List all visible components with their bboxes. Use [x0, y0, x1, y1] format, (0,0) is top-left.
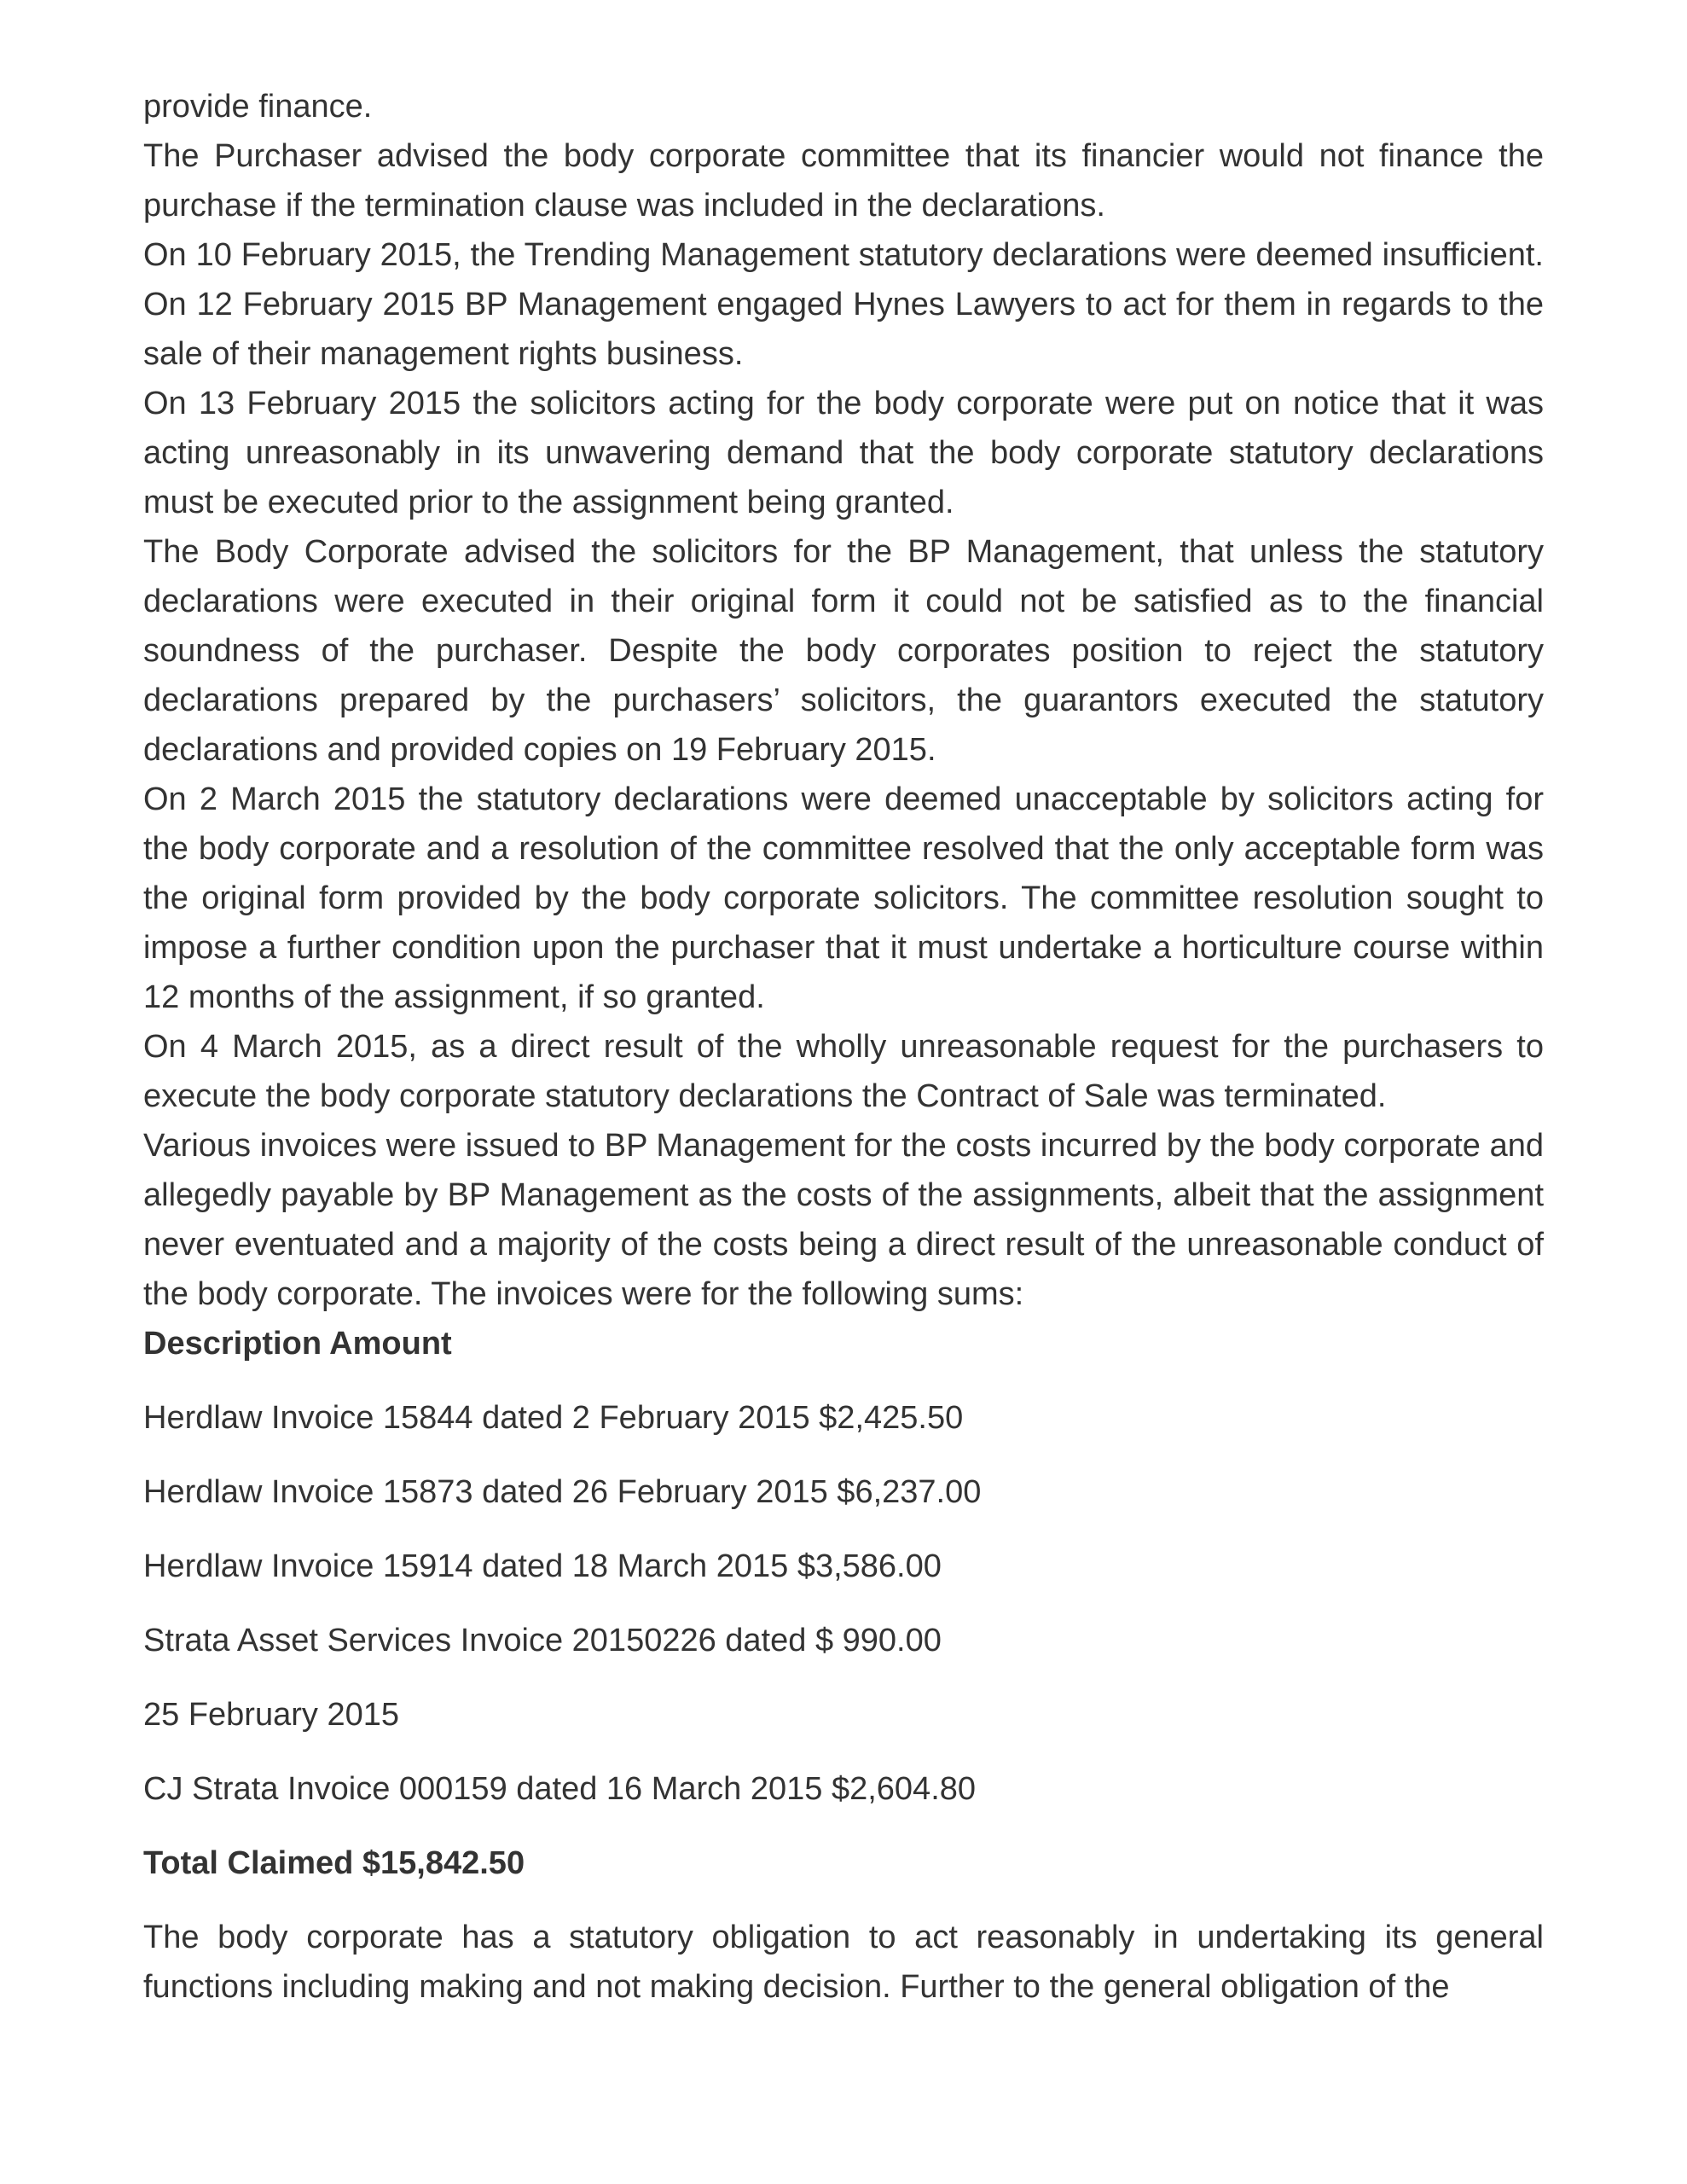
- paragraph-statutory-obligation: The body corporate has a statutory obligation to act reasonably in undertaking its general functions including making and not making decision. Further to the general obligation of the: [143, 1920, 1544, 2005]
- invoice-line: CJ Strata Invoice 000159 dated 16 March 2015 $2,604.80: [143, 1771, 977, 1807]
- paragraph-various-invoices: Various invoices were issued to BP Management for the costs incurred by the body corporate and allegedly payable by BP Management as the costs of the assignments, albeit that the assignment never eventuated and a majority of the costs being a direct result of the unreasonable conduct of the body corporate. The invoices were for the following sums:: [143, 1128, 1544, 1312]
- paragraph-2-march: On 2 March 2015 the statutory declarations were deemed unacceptable by solicitors acting for the body corporate and a resolution of the committee resolved that the only acceptable form was the original form provided by the body corporate solicitors. The committee resolution sought to impose a further condition upon the purchaser that it must undertake a horticulture course within 12 months of the assignment, if so granted.: [143, 781, 1544, 1015]
- invoice-line: Herdlaw Invoice 15873 dated 26 February 2015 $6,237.00: [143, 1474, 982, 1510]
- paragraph-13-february: On 13 February 2015 the solicitors acting for the body corporate were put on notice that it was acting unreasonably in its unwavering demand that the body corporate statutory declarations must be executed prior to the assignment being granted.: [143, 386, 1544, 520]
- document-page: [143, 82, 1544, 2012]
- paragraph-body-corporate-advised: The Body Corporate advised the solicitors for the BP Management, that unless the statutory declarations were executed in their original form it could not be satisfied as to the financial soundness of the purchaser. Despite the body corporates position to reject the statutory declarations prepared by the purchasers’ solicitors, the guarantors executed the statutory declarations and provided copies on 19 February 2015.: [143, 534, 1544, 768]
- invoice-list: [143, 1393, 1544, 1814]
- invoice-table-heading: Description Amount: [143, 1326, 452, 1362]
- invoice-line: Strata Asset Services Invoice 20150226 dated $ 990.00: [143, 1623, 942, 1658]
- invoice-total: Total Claimed $15,842.50: [143, 1845, 525, 1881]
- paragraph-purchaser-advised: The Purchaser advised the body corporate committee that its financier would not finance the purchase if the termination clause was included in the declarations.: [143, 138, 1544, 224]
- invoice-line: 25 February 2015: [143, 1697, 399, 1733]
- paragraph-provide-finance: provide finance.: [143, 89, 373, 125]
- invoice-table: [143, 1319, 1544, 1888]
- invoice-line: Herdlaw Invoice 15844 dated 2 February 2015 $2,425.50: [143, 1400, 964, 1436]
- paragraph-10-february: On 10 February 2015, the Trending Management statutory declarations were deemed insufficient. On 12 February 2015 BP Management engaged Hynes Lawyers to act for them in regards to the sale of their management rights business.: [143, 237, 1544, 372]
- invoice-line: Herdlaw Invoice 15914 dated 18 March 2015 $3,586.00: [143, 1548, 942, 1584]
- paragraph-4-march: On 4 March 2015, as a direct result of the wholly unreasonable request for the purchasers to execute the body corporate statutory declarations the Contract of Sale was terminated.: [143, 1029, 1544, 1114]
